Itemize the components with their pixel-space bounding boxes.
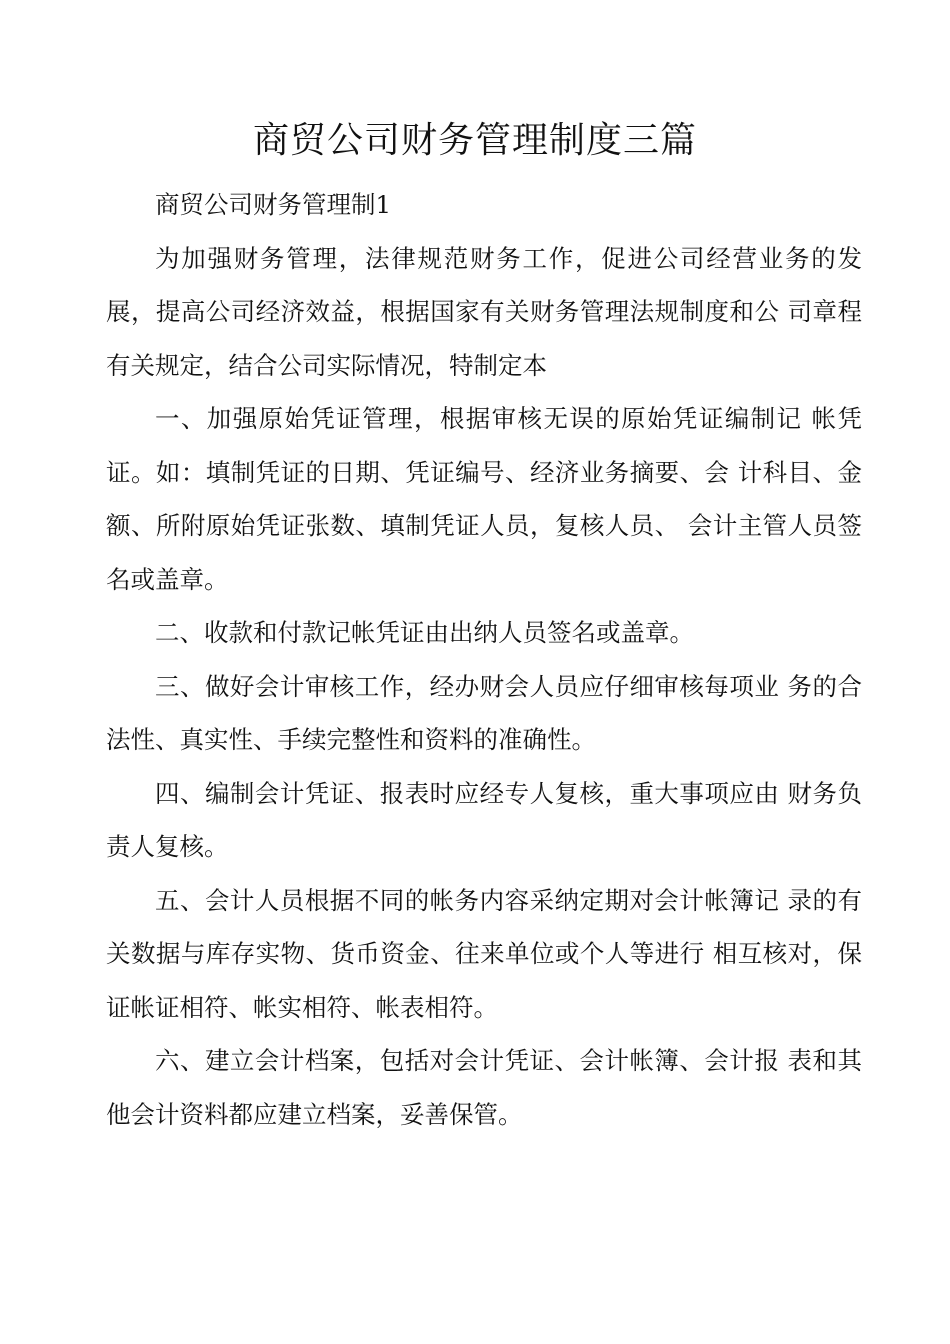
paragraph-item-3: 三、做好会计审核工作，经办财会人员应仔细审核每项业 务的合法性、真实性、手续完整性和资料的准确性。 xyxy=(106,671,862,754)
paragraph-item-2: 二、收款和付款记帐凭证由出纳人员签名或盖章。 xyxy=(155,618,694,647)
paragraph-item-6: 六、建立会计档案，包括对会计凭证、会计帐簿、会计报 表和其他会计资料都应建立档案，妥善保管。 xyxy=(106,1046,862,1129)
paragraph-subtitle: 商贸公司财务管理制1 xyxy=(155,190,392,219)
document-title: 商贸公司财务管理制度三篇 xyxy=(252,120,697,161)
paragraph-item-4: 四、编制会计凭证、报表时应经专人复核，重大事项应由 财务负责人复核。 xyxy=(106,778,862,861)
paragraph-intro: 为加强财务管理，法律规范财务工作，促进公司经营业务的发展，提高公司经济效益，根据国家有关财务管理法规制度和公 司章程有关规定，结合公司实际情况，特制定本 xyxy=(106,243,862,380)
paragraph-item-5: 五、会计人员根据不同的帐务内容采纳定期对会计帐簿记 录的有关数据与库存实物、货币资金、往来单位或个人等进行 相互核对，保证帐证相符、帐实相符、帐表相符。 xyxy=(106,885,862,1022)
paragraph-item-1: 一、加强原始凭证管理，根据审核无误的原始凭证编制记 帐凭证。如：填制凭证的日期、凭证编号、经济业务摘要、会 计科目、金额、所附原始凭证张数、填制凭证人员，复核人员、 会计主管人员签名或盖章。 xyxy=(106,404,862,594)
document-body xyxy=(106,178,862,1141)
